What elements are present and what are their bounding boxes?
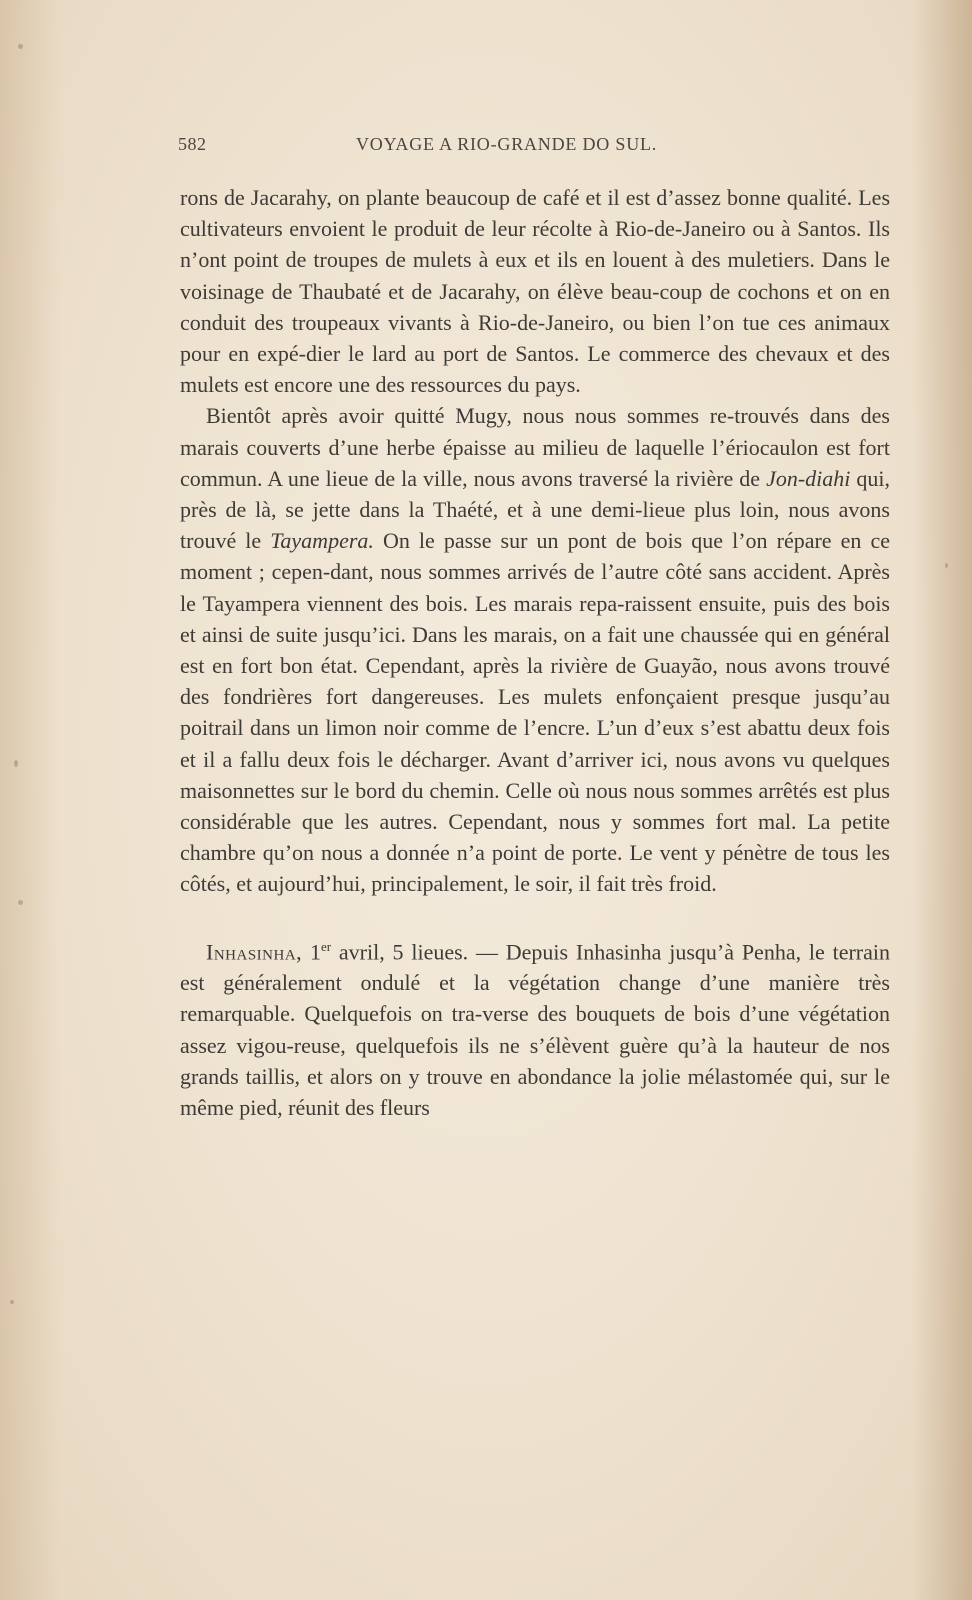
- river-name-jondiahi: Jon-diahi: [766, 465, 851, 491]
- right-page-shadow: [912, 0, 972, 1600]
- page-header: [178, 134, 708, 164]
- paragraph-continuation: [180, 182, 890, 400]
- paragraph-text: Bientôt après avoir quitté Mugy, nous nous sommes re-trouvés dans des marais couverts d’une herbe épaisse au milieu de laquelle l’ériocaulon est fort commun. A une lieue de la ville, nous avons traversé la rivière de: [180, 403, 890, 491]
- entry-day: 1: [302, 939, 321, 964]
- body-text: [180, 182, 890, 1123]
- paragraph-text: qui, près de là, se jette dans la Thaété, et à une demi-lieue plus loin, nous avons trouvé le: [180, 465, 890, 554]
- paper-speck: [18, 900, 23, 905]
- entry-place: Inhasinha,: [206, 939, 303, 964]
- page-number: 582: [178, 134, 207, 154]
- left-page-shadow: [0, 0, 60, 1600]
- river-name-tayampera: Tayampera.: [270, 528, 374, 554]
- paper-speck: [10, 1300, 14, 1304]
- paragraph-marsh-journey: [180, 400, 890, 899]
- paper-speck: [945, 563, 948, 568]
- paper-speck: [18, 44, 23, 49]
- paper-speck: [14, 760, 18, 767]
- entry-ordinal: er: [320, 938, 332, 954]
- paragraph-text: rons de Jacarahy, on plante beaucoup de café et il est d’assez bonne qualité. Les cultivateurs envoient le produit de leur récolte à Rio-de-Janeiro ou à Santos. Ils n’ont point de troupes de mulets à eux et ils en louent à des muletiers. Dans le voisinage de Thaubaté et de Jacarahy, on élève beau-coup de cochons et on en conduit des troupeaux vivants à Rio-de-Janeiro, ou bien l’on tue ces animaux pour en expé-dier le lard au port de Santos. Le commerce des chevaux et des mulets est encore une des ressources du pays.: [180, 185, 890, 398]
- paragraph-text: On le passe sur un pont de bois que l’on répare en ce moment ; cepen-dant, nous sommes arrivés de l’autre côté sans accident. Après le Tayampera viennent des bois. Les marais repa-raissent ensuite, puis des bois et ainsi de suite jusqu’ici. Dans les marais, on a fait une chaussée qui en général est en fort bon état. Cependant, après la rivière de Guayão, nous avons trouvé des fondrières fort dangereuses. Les mulets enfonçaient presque jusqu’au poitrail dans un limon noir comme de l’encre. L’un d’eux s’est abattu deux fois et il a fallu deux fois le décharger. Avant d’arriver ici, nous avons vu quelques maisonnettes sur le bord du chemin. Celle où nous nous sommes arrêtés est plus considérable que les autres. Cependant, nous y sommes fort mal. La petite chambre qu’on nous a donnée n’a point de porte. Le vent y pénètre de tous les côtés, et aujourd’hui, principalement, le soir, il fait très froid.: [180, 528, 890, 897]
- paragraph-text: avril, 5 lieues. — Depuis Inhasinha jusqu’à Penha, le terrain est généralement ondulé et la végétation change d’une manière très remarquable. Quelquefois on tra-verse des bouquets de bois d’une végétation assez vigou-reuse, quelquefois ils ne s’élèvent guère qu’à la hauteur de nos grands taillis, et alors on y trouve en abondance la jolie mélastomée qui, sur le même pied, réunit des fleurs: [180, 939, 890, 1121]
- paragraph-journal-entry: [180, 931, 890, 1124]
- running-title: VOYAGE A RIO-GRANDE DO SUL.: [356, 134, 658, 154]
